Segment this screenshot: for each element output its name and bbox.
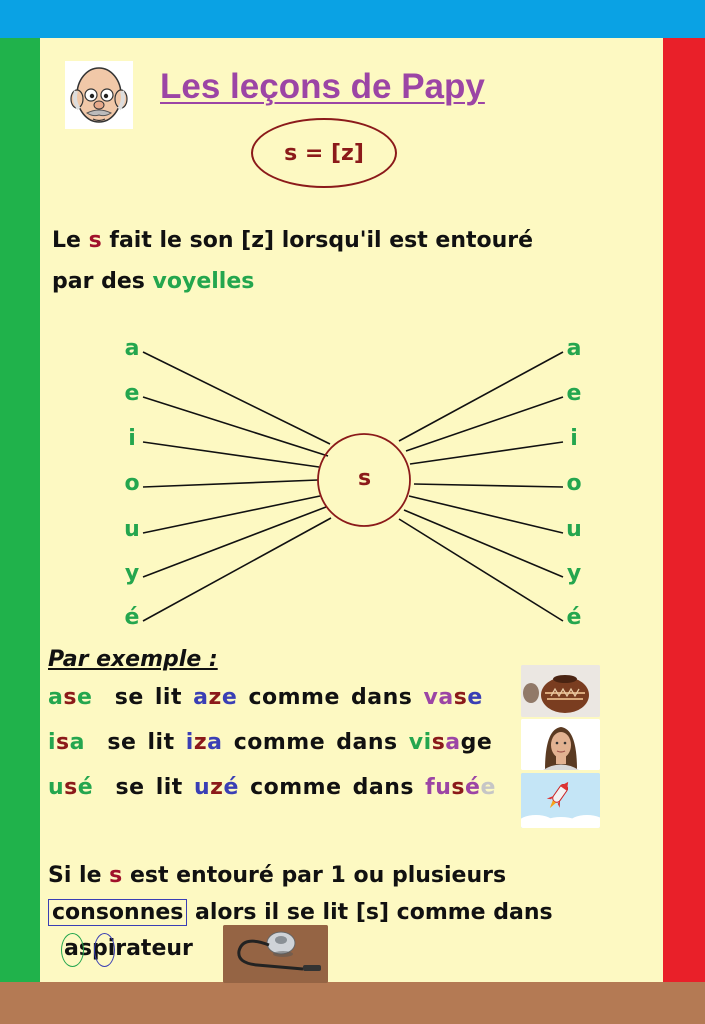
right-connector-line bbox=[399, 352, 563, 441]
worksheet bbox=[40, 38, 663, 982]
right-vowel-0: a bbox=[566, 336, 582, 361]
example-pattern: usé bbox=[48, 775, 94, 800]
right-vowel-4: u bbox=[566, 517, 582, 542]
word-voyelles: voyelles bbox=[152, 269, 255, 294]
example-word-aspirateur: aspirateur bbox=[64, 936, 193, 961]
right-connector-line bbox=[404, 510, 563, 577]
right-connector-line bbox=[410, 442, 563, 464]
example-sound: uzé bbox=[193, 775, 239, 800]
rocket-image bbox=[521, 773, 600, 828]
example-reads: se lit bbox=[115, 775, 183, 800]
right-vowel-5: y bbox=[566, 561, 582, 586]
bottom-color-bar bbox=[0, 982, 705, 1024]
face-image bbox=[521, 719, 600, 770]
letter-s: s bbox=[88, 228, 102, 253]
example-word: visage bbox=[408, 730, 493, 755]
left-vowel-1: e bbox=[124, 381, 140, 406]
right-connector-line bbox=[409, 496, 563, 533]
example-row bbox=[48, 775, 496, 800]
left-connector-line bbox=[143, 507, 326, 577]
left-connector-line bbox=[143, 352, 330, 444]
right-vowel-1: e bbox=[566, 381, 582, 406]
consonant-line-1: Si le s est entouré par 1 ou plusieurs bbox=[48, 863, 507, 888]
example-comme-dans: comme dans bbox=[233, 730, 398, 755]
example-comme-dans: comme dans bbox=[248, 685, 413, 710]
rule-line-1: Le s fait le son [z] lorsqu'il est entouré bbox=[52, 228, 534, 253]
letter-s-consonant: s bbox=[109, 863, 123, 888]
vacuum-cleaner-image bbox=[223, 925, 328, 983]
example-sound: aze bbox=[193, 685, 238, 710]
left-connector-line bbox=[143, 397, 328, 456]
left-vowel-5: y bbox=[124, 561, 140, 586]
right-connector-line bbox=[414, 484, 563, 487]
example-reads: se lit bbox=[114, 685, 182, 710]
example-comme-dans: comme dans bbox=[250, 775, 414, 800]
right-color-bar bbox=[663, 38, 705, 982]
left-vowel-6: é bbox=[124, 605, 140, 630]
circle-around-s bbox=[94, 933, 115, 967]
example-word: fusée bbox=[425, 775, 496, 800]
example-row bbox=[48, 730, 492, 755]
right-connector-line bbox=[399, 519, 563, 621]
word-consonnes: consonnes bbox=[48, 899, 187, 926]
left-connector-line bbox=[143, 442, 319, 467]
left-vowel-3: o bbox=[124, 471, 140, 496]
examples-heading: Par exemple : bbox=[48, 647, 218, 672]
left-vowel-0: a bbox=[124, 336, 140, 361]
sound-formula: s = [z] bbox=[251, 118, 397, 188]
right-vowel-3: o bbox=[566, 471, 582, 496]
vowel-diagram bbox=[40, 38, 663, 982]
example-pattern: isa bbox=[48, 730, 86, 755]
page-title: Les leçons de Papy bbox=[160, 67, 485, 106]
left-vowel-2: i bbox=[128, 426, 136, 451]
left-connector-line bbox=[143, 518, 331, 621]
left-vowel-4: u bbox=[124, 517, 140, 542]
example-word: vase bbox=[423, 685, 483, 710]
example-row bbox=[48, 685, 483, 710]
example-reads: se lit bbox=[107, 730, 175, 755]
circle-around-a bbox=[61, 933, 84, 967]
left-connector-line bbox=[143, 480, 318, 487]
rule-line-2: par des voyelles bbox=[52, 269, 255, 294]
right-vowel-6: é bbox=[566, 605, 582, 630]
vase-image bbox=[521, 665, 600, 717]
left-connector-line bbox=[143, 496, 320, 533]
example-sound: iza bbox=[185, 730, 223, 755]
right-vowel-2: i bbox=[570, 426, 578, 451]
left-color-bar bbox=[0, 38, 40, 982]
consonant-line-2: consonnes alors il se lit [s] comme dans bbox=[48, 900, 553, 925]
top-color-bar bbox=[0, 0, 705, 38]
center-letter: s bbox=[358, 466, 372, 491]
example-pattern: ase bbox=[48, 685, 93, 710]
